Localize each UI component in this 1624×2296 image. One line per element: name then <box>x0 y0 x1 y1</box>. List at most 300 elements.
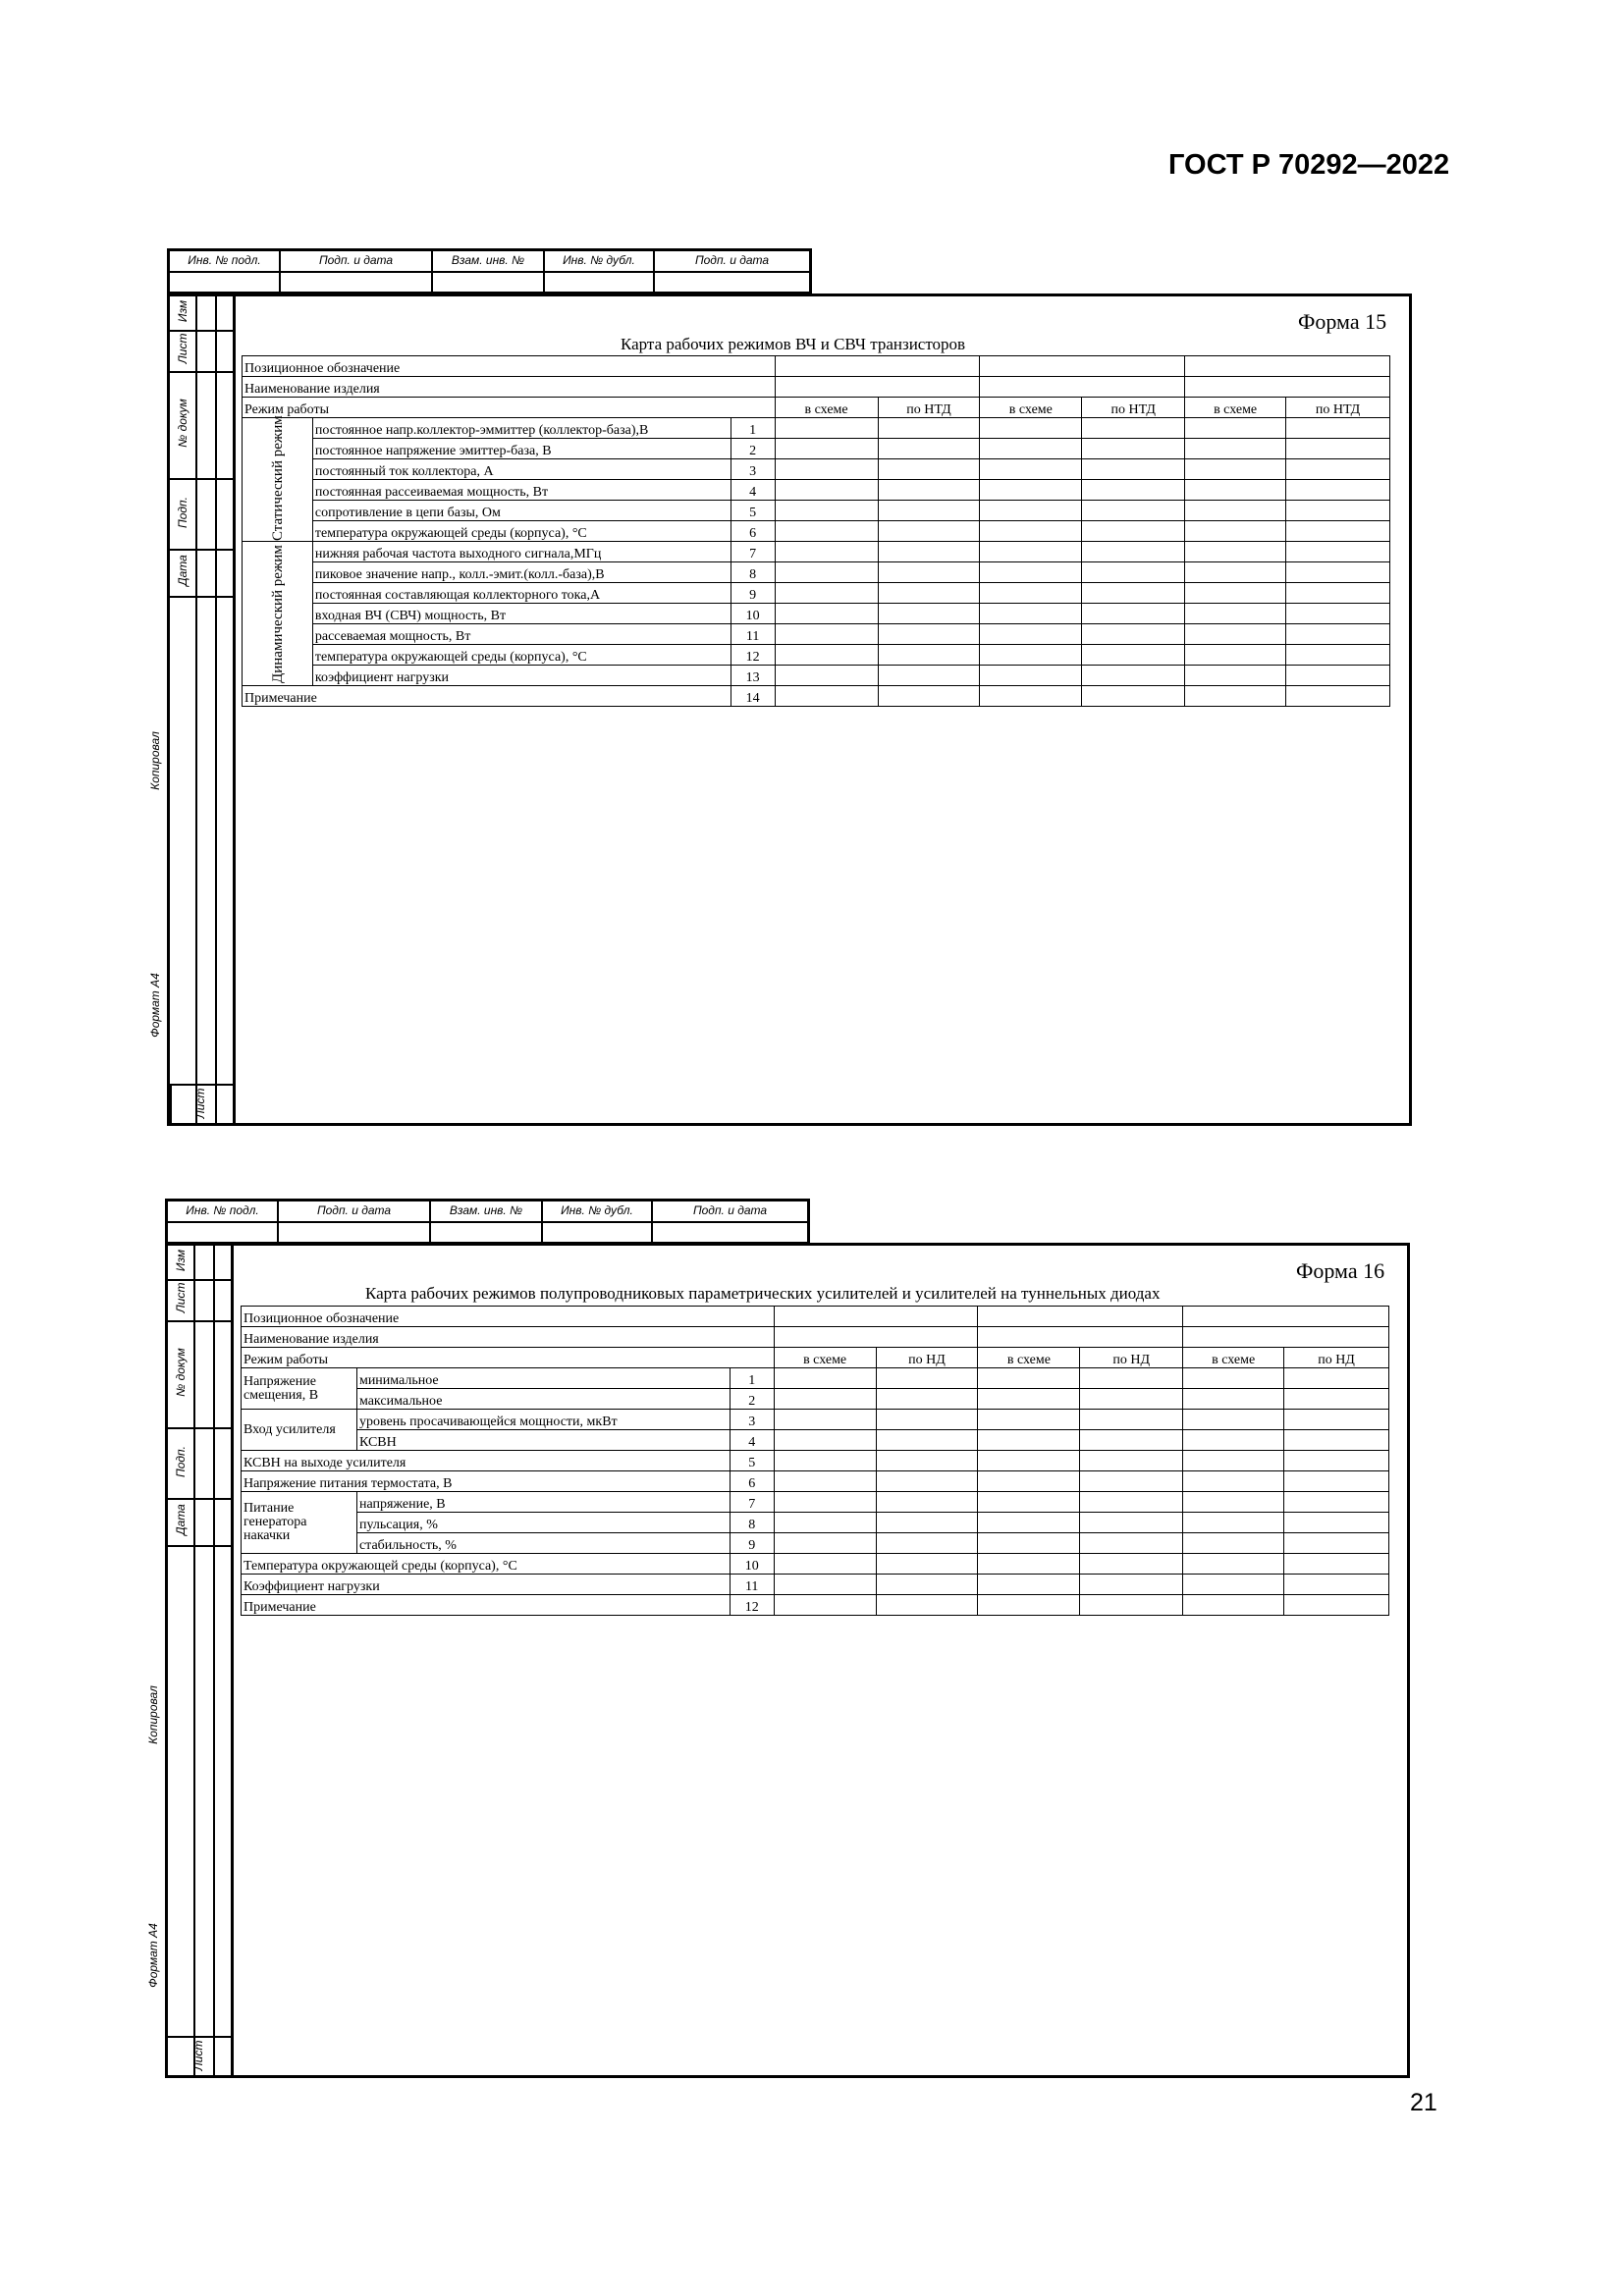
value-cell[interactable] <box>1286 686 1390 707</box>
col-ntd: по НТД <box>1082 398 1185 418</box>
value-cell[interactable] <box>1183 1492 1284 1513</box>
table-row <box>242 1471 1389 1492</box>
stamp-top-1 <box>167 248 812 294</box>
value-cell[interactable] <box>878 459 980 480</box>
cell[interactable] <box>1183 1327 1389 1348</box>
row-number: 8 <box>730 1513 774 1533</box>
table-row <box>242 1513 1389 1533</box>
name-label: Наименование изделия <box>242 1327 775 1348</box>
table-row <box>243 521 1390 542</box>
col-scheme: в схеме <box>980 398 1082 418</box>
value-cell[interactable] <box>1183 1513 1284 1533</box>
stamp-sign-date-2: Подп. и дата <box>692 1203 768 1217</box>
col-nd: по НД <box>876 1348 978 1368</box>
value-cell[interactable] <box>1082 624 1185 645</box>
value-cell[interactable] <box>1286 645 1390 666</box>
value-cell[interactable] <box>1284 1492 1389 1513</box>
value-cell[interactable] <box>1286 501 1390 521</box>
value-cell[interactable] <box>876 1410 978 1430</box>
param-label: Коэффициент нагрузки <box>242 1575 731 1595</box>
value-cell[interactable] <box>1286 624 1390 645</box>
param-label: максимальное <box>356 1389 730 1410</box>
value-cell[interactable] <box>774 1471 876 1492</box>
value-cell[interactable] <box>980 542 1082 562</box>
value-cell[interactable] <box>980 459 1082 480</box>
table-row <box>243 418 1390 439</box>
value-cell[interactable] <box>980 439 1082 459</box>
strip-sign: Подп. <box>174 1446 188 1477</box>
note-label: Примечание <box>243 686 731 707</box>
value-cell[interactable] <box>1080 1575 1183 1595</box>
table-row <box>242 1575 1389 1595</box>
param-label: нижняя рабочая частота выходного сигнала,МГц <box>312 542 731 562</box>
cell[interactable] <box>978 1327 1183 1348</box>
value-cell[interactable] <box>1286 459 1390 480</box>
row-number: 11 <box>730 1575 774 1595</box>
param-label: постоянное напряжение эмиттер-база, В <box>312 439 731 459</box>
value-cell[interactable] <box>1286 604 1390 624</box>
stamp-dup-inv: Инв. № дубл. <box>545 251 655 271</box>
cell[interactable] <box>1185 356 1390 377</box>
value-cell[interactable] <box>1284 1595 1389 1616</box>
value-cell[interactable] <box>1185 583 1286 604</box>
row-number: 7 <box>731 542 775 562</box>
value-cell[interactable] <box>878 542 980 562</box>
value-cell[interactable] <box>1082 501 1185 521</box>
value-cell[interactable] <box>775 439 878 459</box>
row-number: 1 <box>731 418 775 439</box>
table-row <box>243 562 1390 583</box>
left-strip-1 <box>167 294 236 1126</box>
value-cell[interactable] <box>1183 1368 1284 1389</box>
format-label: Формат А4 <box>148 973 162 1038</box>
table-row <box>242 1368 1389 1389</box>
param-label: пульсация, % <box>356 1513 730 1533</box>
value-cell[interactable] <box>978 1513 1080 1533</box>
value-cell[interactable] <box>978 1492 1080 1513</box>
table-row <box>243 583 1390 604</box>
value-cell[interactable] <box>978 1533 1080 1554</box>
value-cell[interactable] <box>1185 604 1286 624</box>
row-number: 3 <box>731 459 775 480</box>
value-cell[interactable] <box>1183 1471 1284 1492</box>
cell[interactable] <box>1185 377 1390 398</box>
value-cell[interactable] <box>774 1513 876 1533</box>
value-cell[interactable] <box>1286 418 1390 439</box>
param-label: КСВН <box>356 1430 730 1451</box>
col-ntd: по НТД <box>878 398 980 418</box>
value-cell[interactable] <box>1185 624 1286 645</box>
value-cell[interactable] <box>978 1575 1080 1595</box>
table-row <box>243 356 1390 377</box>
param-label: температура окружающей среды (корпуса), °С <box>312 645 731 666</box>
param-label: коэффициент нагрузки <box>312 666 731 686</box>
value-cell[interactable] <box>1082 521 1185 542</box>
value-cell[interactable] <box>775 459 878 480</box>
value-cell[interactable] <box>878 686 980 707</box>
value-cell[interactable] <box>980 686 1082 707</box>
value-cell[interactable] <box>980 624 1082 645</box>
table-row <box>243 666 1390 686</box>
table-row <box>243 624 1390 645</box>
strip-izm: Изм <box>176 299 189 323</box>
stamp-replace-inv: Взам. инв. № <box>433 251 545 271</box>
value-cell[interactable] <box>1284 1513 1389 1533</box>
table-row <box>242 1307 1389 1327</box>
row-number: 3 <box>730 1410 774 1430</box>
table-row <box>242 1430 1389 1451</box>
value-cell[interactable] <box>876 1368 978 1389</box>
value-cell[interactable] <box>1082 666 1185 686</box>
table-row <box>243 439 1390 459</box>
value-cell[interactable] <box>1082 686 1185 707</box>
param-label: температура окружающей среды (корпуса), °С <box>312 521 731 542</box>
table-row <box>242 1389 1389 1410</box>
strip-sheet: Лист <box>191 2040 205 2071</box>
value-cell[interactable] <box>774 1430 876 1451</box>
strip-sheet: Лист <box>193 1088 207 1119</box>
value-cell[interactable] <box>980 501 1082 521</box>
value-cell[interactable] <box>774 1533 876 1554</box>
table-row <box>242 1533 1389 1554</box>
value-cell[interactable] <box>775 604 878 624</box>
value-cell[interactable] <box>774 1389 876 1410</box>
value-cell[interactable] <box>1082 459 1185 480</box>
value-cell[interactable] <box>876 1595 978 1616</box>
value-cell[interactable] <box>775 501 878 521</box>
col-scheme: в схеме <box>1185 398 1286 418</box>
param-label: постоянное напр.коллектор-эммиттер (коллектор-база),В <box>312 418 731 439</box>
value-cell[interactable] <box>1183 1575 1284 1595</box>
value-cell[interactable] <box>1080 1368 1183 1389</box>
value-cell[interactable] <box>978 1389 1080 1410</box>
col-scheme: в схеме <box>978 1348 1080 1368</box>
value-cell[interactable] <box>876 1492 978 1513</box>
cell[interactable] <box>1183 1307 1389 1327</box>
value-cell[interactable] <box>774 1451 876 1471</box>
strip-date: Дата <box>176 555 189 586</box>
value-cell[interactable] <box>876 1471 978 1492</box>
table-row <box>243 377 1390 398</box>
row-number: 5 <box>730 1451 774 1471</box>
value-cell[interactable] <box>774 1410 876 1430</box>
col-scheme: в схеме <box>774 1348 876 1368</box>
table-row <box>243 459 1390 480</box>
name-label: Наименование изделия <box>243 377 776 398</box>
value-cell[interactable] <box>1080 1389 1183 1410</box>
row-number: 2 <box>731 439 775 459</box>
value-cell[interactable] <box>1286 583 1390 604</box>
value-cell[interactable] <box>1185 480 1286 501</box>
value-cell[interactable] <box>878 562 980 583</box>
value-cell[interactable] <box>775 480 878 501</box>
table-row <box>242 1451 1389 1471</box>
value-cell[interactable] <box>1082 480 1185 501</box>
param-label: сопротивление в цепи базы, Ом <box>312 501 731 521</box>
param-label: пиковое значение напр., колл.-эмит.(колл.-база),В <box>312 562 731 583</box>
value-cell[interactable] <box>878 645 980 666</box>
value-cell[interactable] <box>1080 1554 1183 1575</box>
value-cell[interactable] <box>1183 1595 1284 1616</box>
value-cell[interactable] <box>775 645 878 666</box>
value-cell[interactable] <box>1082 583 1185 604</box>
value-cell[interactable] <box>878 418 980 439</box>
value-cell[interactable] <box>774 1554 876 1575</box>
stamp-sign-date-2: Подп. и дата <box>694 253 770 267</box>
param-label: Температура окружающей среды (корпуса), °С <box>242 1554 731 1575</box>
param-label: постоянная рассеиваемая мощность, Вт <box>312 480 731 501</box>
value-cell[interactable] <box>1082 542 1185 562</box>
value-cell[interactable] <box>1080 1492 1183 1513</box>
param-label: КСВН на выходе усилителя <box>242 1451 731 1471</box>
value-cell[interactable] <box>1082 439 1185 459</box>
strip-sign: Подп. <box>176 497 189 528</box>
param-label: постоянная составляющая коллекторного тока,А <box>312 583 731 604</box>
left-strip-2 <box>165 1243 234 2078</box>
value-cell[interactable] <box>1082 418 1185 439</box>
param-label: уровень просачивающейся мощности, мкВт <box>356 1410 730 1430</box>
value-cell[interactable] <box>980 480 1082 501</box>
row-number: 5 <box>731 501 775 521</box>
param-label: рассеваемая мощность, Вт <box>312 624 731 645</box>
value-cell[interactable] <box>775 624 878 645</box>
value-cell[interactable] <box>1284 1410 1389 1430</box>
value-cell[interactable] <box>1080 1471 1183 1492</box>
col-scheme: в схеме <box>1183 1348 1284 1368</box>
value-cell[interactable] <box>1185 521 1286 542</box>
value-cell[interactable] <box>775 521 878 542</box>
table-row <box>243 501 1390 521</box>
param-label: минимальное <box>356 1368 730 1389</box>
value-cell[interactable] <box>978 1554 1080 1575</box>
table-row <box>243 645 1390 666</box>
cell[interactable] <box>774 1307 978 1327</box>
cell[interactable] <box>775 377 980 398</box>
value-cell[interactable] <box>1286 562 1390 583</box>
form16-label: Форма 16 <box>1296 1258 1385 1283</box>
value-cell[interactable] <box>775 583 878 604</box>
bias-group-label: Напряжение смещения, В <box>242 1368 357 1410</box>
value-cell[interactable] <box>1183 1451 1284 1471</box>
copied-label: Копировал <box>146 1685 160 1744</box>
value-cell[interactable] <box>980 521 1082 542</box>
value-cell[interactable] <box>876 1554 978 1575</box>
strip-doc: № докум <box>174 1348 188 1397</box>
group-dynamic-label: Динамический режим <box>243 542 313 686</box>
value-cell[interactable] <box>1185 542 1286 562</box>
table-row <box>242 1492 1389 1513</box>
row-number: 13 <box>731 666 775 686</box>
param-label: Напряжение питания термостата, В <box>242 1471 731 1492</box>
value-cell[interactable] <box>1183 1533 1284 1554</box>
table-row <box>243 398 1390 418</box>
copied-label: Копировал <box>148 731 162 790</box>
value-cell[interactable] <box>878 666 980 686</box>
value-cell[interactable] <box>980 604 1082 624</box>
value-cell[interactable] <box>1286 480 1390 501</box>
value-cell[interactable] <box>774 1368 876 1389</box>
cell[interactable] <box>980 356 1185 377</box>
value-cell[interactable] <box>1286 439 1390 459</box>
row-number: 4 <box>730 1430 774 1451</box>
value-cell[interactable] <box>1284 1554 1389 1575</box>
value-cell[interactable] <box>878 480 980 501</box>
value-cell[interactable] <box>878 604 980 624</box>
value-cell[interactable] <box>1284 1533 1389 1554</box>
row-number: 11 <box>731 624 775 645</box>
value-cell[interactable] <box>980 666 1082 686</box>
value-cell[interactable] <box>775 562 878 583</box>
table-row <box>243 480 1390 501</box>
table-row <box>243 542 1390 562</box>
stamp-top-2 <box>165 1199 810 1245</box>
value-cell[interactable] <box>1286 542 1390 562</box>
value-cell[interactable] <box>1082 562 1185 583</box>
group-static-label: Статический режим <box>243 418 313 542</box>
value-cell[interactable] <box>878 583 980 604</box>
value-cell[interactable] <box>1080 1410 1183 1430</box>
value-cell[interactable] <box>980 418 1082 439</box>
row-number: 12 <box>731 645 775 666</box>
pump-group-label: Питание генератора накачки <box>242 1492 357 1554</box>
value-cell[interactable] <box>1080 1533 1183 1554</box>
value-cell[interactable] <box>876 1430 978 1451</box>
pos-label: Позиционное обозначение <box>243 356 776 377</box>
strip-list: Лист <box>174 1282 188 1313</box>
format-label: Формат А4 <box>146 1923 160 1988</box>
strip-date: Дата <box>174 1504 188 1535</box>
value-cell[interactable] <box>1284 1430 1389 1451</box>
strip-list: Лист <box>176 333 189 364</box>
value-cell[interactable] <box>1185 459 1286 480</box>
value-cell[interactable] <box>1082 604 1185 624</box>
col-nd: по НД <box>1284 1348 1389 1368</box>
page-header: ГОСТ Р 70292—2022 <box>1168 149 1450 181</box>
table-row <box>242 1327 1389 1348</box>
value-cell[interactable] <box>1185 686 1286 707</box>
value-cell[interactable] <box>1183 1410 1284 1430</box>
cell[interactable] <box>774 1327 978 1348</box>
value-cell[interactable] <box>980 583 1082 604</box>
value-cell[interactable] <box>1183 1554 1284 1575</box>
value-cell[interactable] <box>1185 439 1286 459</box>
row-number: 6 <box>731 521 775 542</box>
param-label: входная ВЧ (СВЧ) мощность, Вт <box>312 604 731 624</box>
form15-table <box>242 355 1390 707</box>
stamp-dup-inv: Инв. № дубл. <box>543 1201 653 1221</box>
value-cell[interactable] <box>774 1492 876 1513</box>
value-cell[interactable] <box>978 1595 1080 1616</box>
value-cell[interactable] <box>1284 1451 1389 1471</box>
value-cell[interactable] <box>876 1533 978 1554</box>
value-cell[interactable] <box>1284 1575 1389 1595</box>
value-cell[interactable] <box>774 1575 876 1595</box>
row-number: 12 <box>730 1595 774 1616</box>
row-number: 10 <box>731 604 775 624</box>
value-cell[interactable] <box>1183 1430 1284 1451</box>
note-label: Примечание <box>242 1595 731 1616</box>
value-cell[interactable] <box>775 542 878 562</box>
row-number: 10 <box>730 1554 774 1575</box>
value-cell[interactable] <box>876 1575 978 1595</box>
value-cell[interactable] <box>1185 562 1286 583</box>
col-scheme: в схеме <box>775 398 878 418</box>
value-cell[interactable] <box>1185 666 1286 686</box>
cell[interactable] <box>775 356 980 377</box>
value-cell[interactable] <box>876 1451 978 1471</box>
value-cell[interactable] <box>1286 666 1390 686</box>
value-cell[interactable] <box>775 418 878 439</box>
strip-izm: Изм <box>174 1249 188 1272</box>
value-cell[interactable] <box>1080 1513 1183 1533</box>
value-cell[interactable] <box>978 1471 1080 1492</box>
form15-title: Карта рабочих режимов ВЧ и СВЧ транзисторов <box>621 335 966 353</box>
value-cell[interactable] <box>1286 521 1390 542</box>
value-cell[interactable] <box>978 1430 1080 1451</box>
stamp-replace-inv: Взам. инв. № <box>431 1201 543 1221</box>
form16-title: Карта рабочих режимов полупроводниковых параметрических усилителей и усилителей на туннельных диодах <box>365 1284 1161 1303</box>
value-cell[interactable] <box>1185 418 1286 439</box>
stamp-sign-date-1: Подп. и дата <box>279 1201 431 1221</box>
value-cell[interactable] <box>1284 1389 1389 1410</box>
value-cell[interactable] <box>1284 1471 1389 1492</box>
value-cell[interactable] <box>978 1410 1080 1430</box>
value-cell[interactable] <box>1082 645 1185 666</box>
row-number: 9 <box>731 583 775 604</box>
value-cell[interactable] <box>775 686 878 707</box>
row-number: 1 <box>730 1368 774 1389</box>
value-cell[interactable] <box>978 1368 1080 1389</box>
value-cell[interactable] <box>876 1513 978 1533</box>
value-cell[interactable] <box>980 645 1082 666</box>
value-cell[interactable] <box>1185 645 1286 666</box>
value-cell[interactable] <box>878 624 980 645</box>
value-cell[interactable] <box>1284 1368 1389 1389</box>
col-ntd: по НТД <box>1286 398 1390 418</box>
mode-label: Режим работы <box>242 1348 775 1368</box>
cell[interactable] <box>978 1307 1183 1327</box>
value-cell[interactable] <box>876 1389 978 1410</box>
value-cell[interactable] <box>878 521 980 542</box>
strip-doc: № докум <box>176 399 189 448</box>
row-number: 2 <box>730 1389 774 1410</box>
col-nd: по НД <box>1080 1348 1183 1368</box>
table-row <box>243 686 1390 707</box>
value-cell[interactable] <box>878 439 980 459</box>
form15-label: Форма 15 <box>1298 309 1387 334</box>
stamp-inv-orig: Инв. № подл. <box>170 251 281 271</box>
row-number: 7 <box>730 1492 774 1513</box>
value-cell[interactable] <box>774 1595 876 1616</box>
param-label: напряжение, В <box>356 1492 730 1513</box>
value-cell[interactable] <box>1183 1389 1284 1410</box>
row-number: 14 <box>731 686 775 707</box>
page-number: 21 <box>1410 2089 1437 2116</box>
value-cell[interactable] <box>1080 1595 1183 1616</box>
value-cell[interactable] <box>978 1451 1080 1471</box>
value-cell[interactable] <box>1080 1430 1183 1451</box>
value-cell[interactable] <box>878 501 980 521</box>
row-number: 9 <box>730 1533 774 1554</box>
value-cell[interactable] <box>775 666 878 686</box>
row-number: 6 <box>730 1471 774 1492</box>
value-cell[interactable] <box>980 562 1082 583</box>
pos-label: Позиционное обозначение <box>242 1307 775 1327</box>
value-cell[interactable] <box>1080 1451 1183 1471</box>
cell[interactable] <box>980 377 1185 398</box>
table-row <box>242 1554 1389 1575</box>
value-cell[interactable] <box>1185 501 1286 521</box>
